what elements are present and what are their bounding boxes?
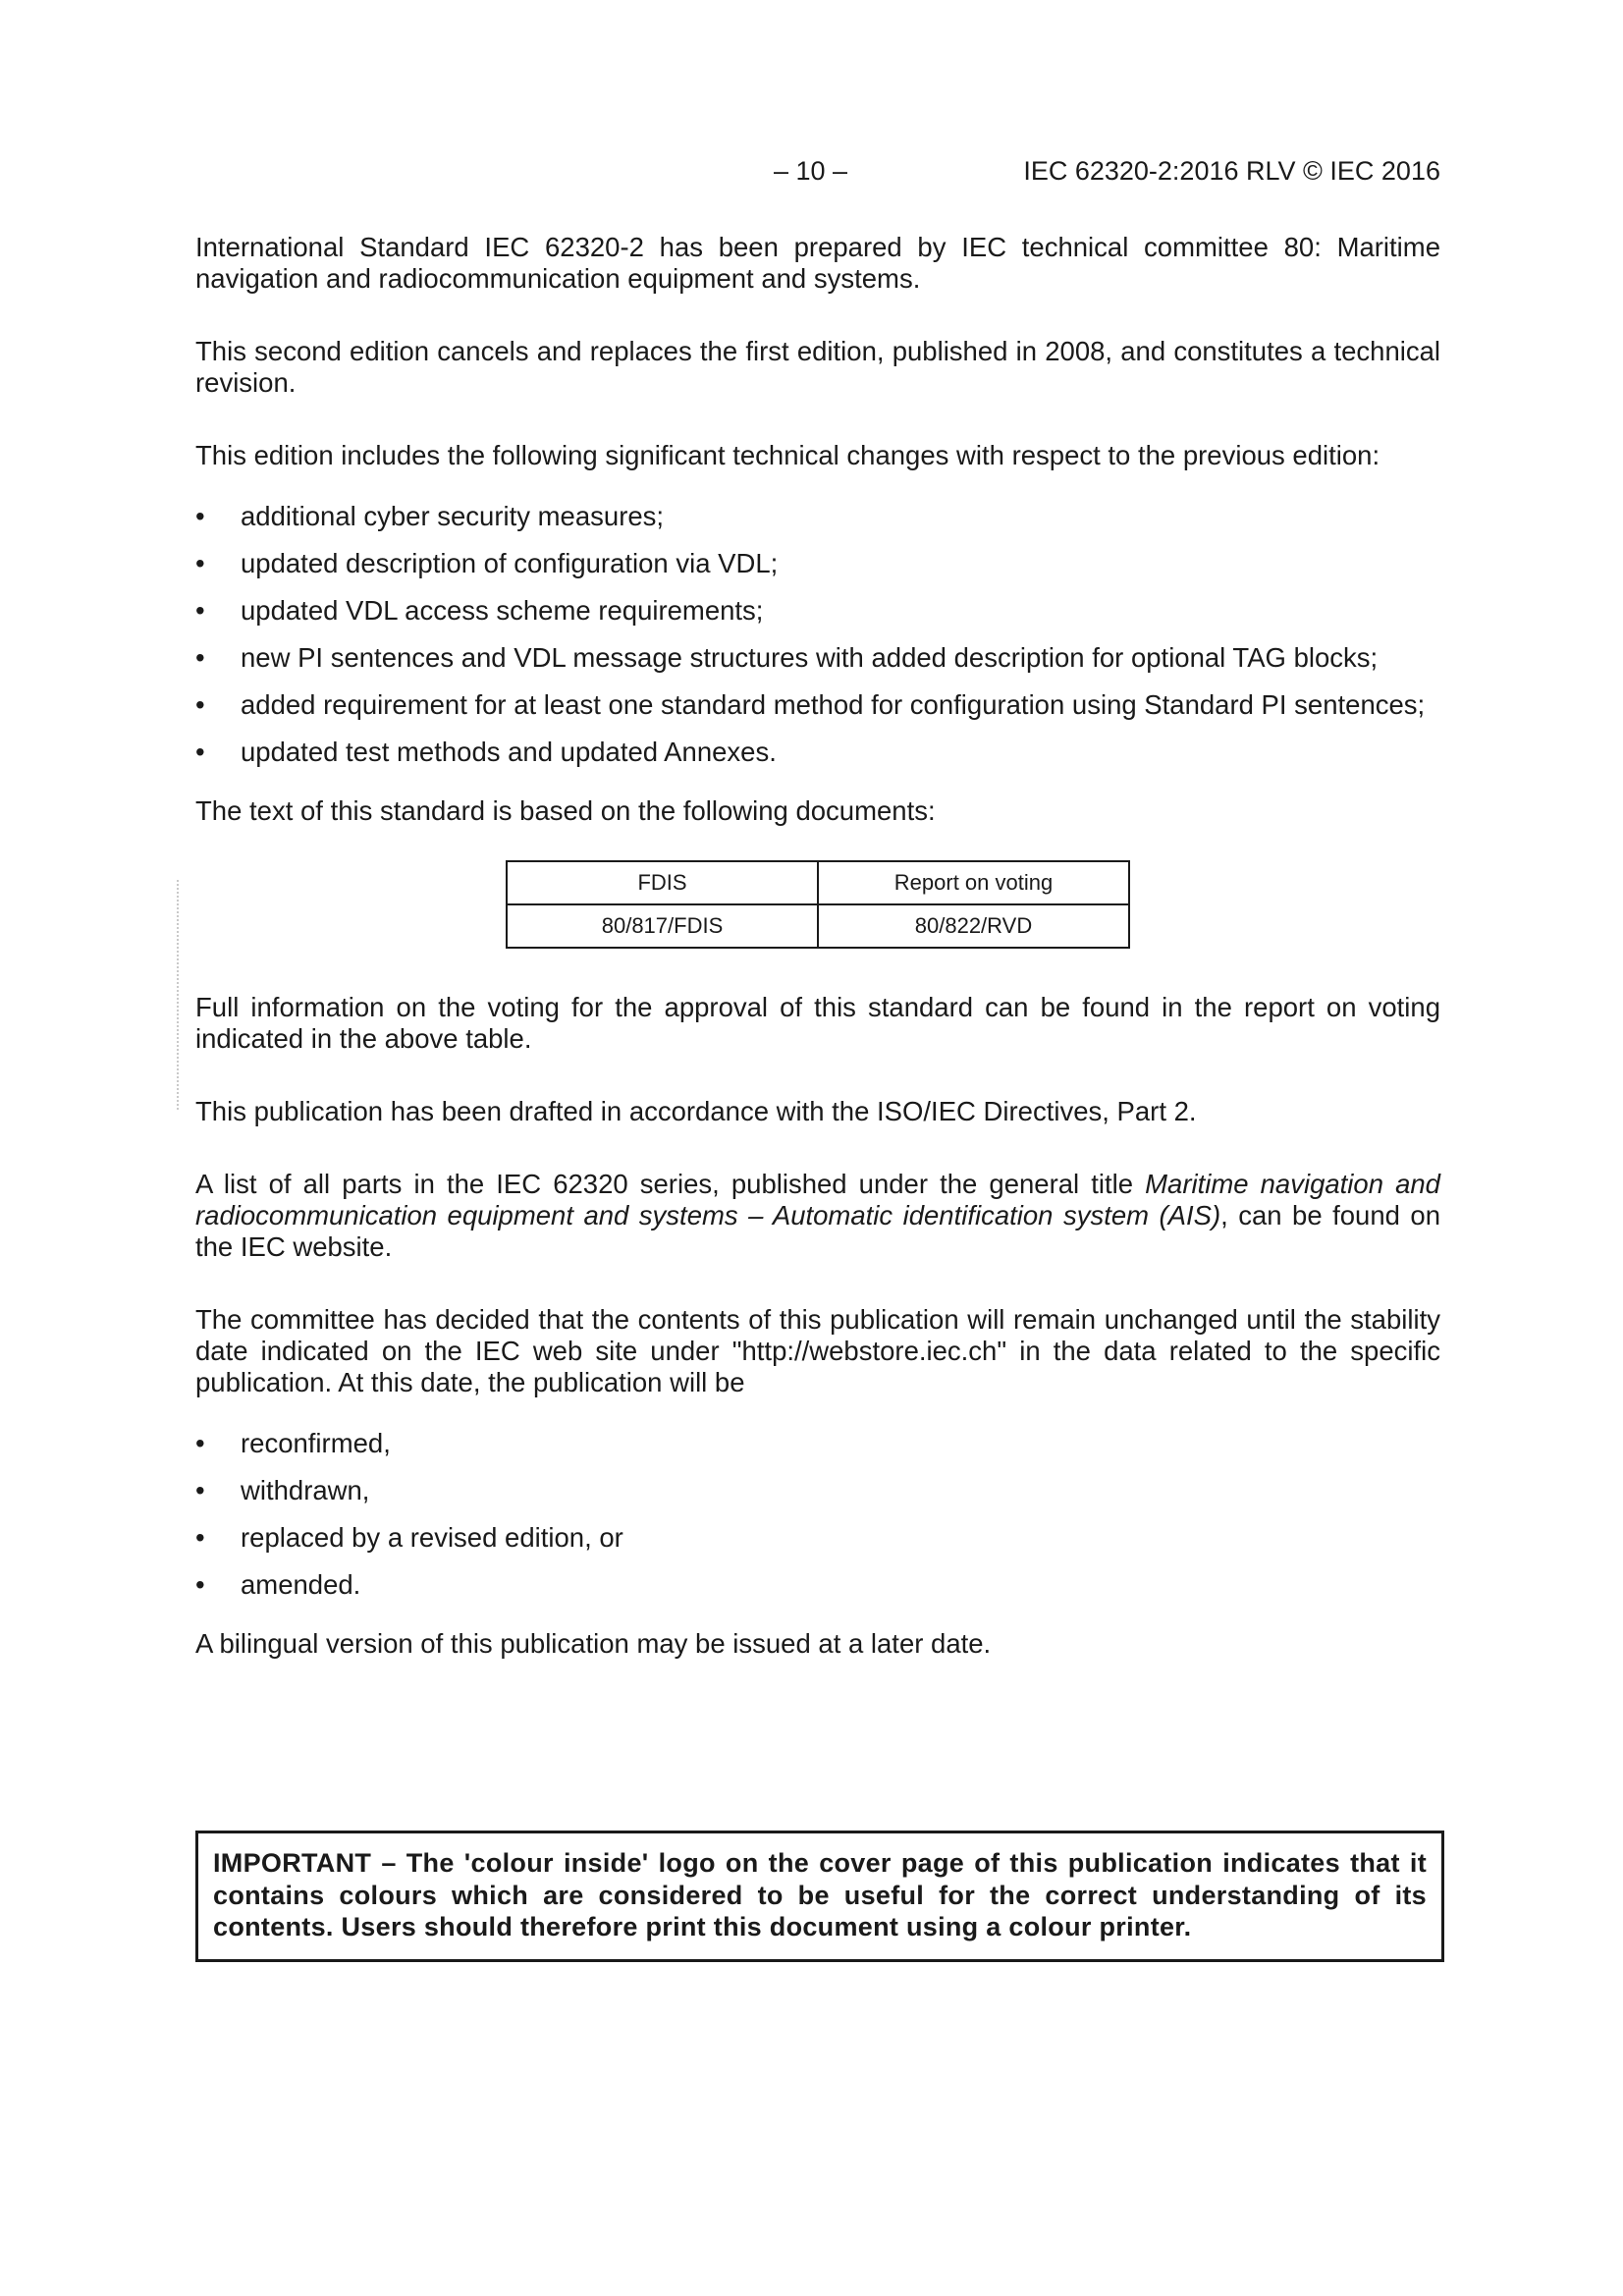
margin-change-marks bbox=[177, 880, 185, 1110]
series-text-before: A list of all parts in the IEC 62320 series, published under the general title bbox=[195, 1169, 1146, 1199]
paragraph-bilingual: A bilingual version of this publication may be issued at a later date. bbox=[195, 1628, 992, 1659]
outcomes-list bbox=[195, 1428, 1440, 1601]
page-number: – 10 – bbox=[774, 156, 848, 186]
table-header-row bbox=[507, 861, 1129, 904]
list-item: • updated description of configuration via VDL; bbox=[195, 548, 1440, 579]
documents-table-wrapper bbox=[506, 860, 1440, 949]
table-header-cell: Report on voting bbox=[818, 861, 1129, 904]
list-item: • amended. bbox=[195, 1569, 1440, 1601]
list-item: • updated VDL access scheme requirements; bbox=[195, 595, 1440, 627]
document-reference: IEC 62320-2:2016 RLV © IEC 2016 bbox=[1023, 156, 1440, 186]
list-item: • new PI sentences and VDL message structures with added description for optional TAG blocks; bbox=[195, 642, 1440, 674]
series-title: Maritime navigation and radiocommunication equipment and systems – Automatic identification system (AIS) bbox=[195, 1169, 1440, 1230]
list-item: • added requirement for at least one standard method for configuration using Standard PI sentences; bbox=[195, 689, 1440, 721]
paragraph-edition: This second edition cancels and replaces the first edition, published in 2008, and constitutes a technical revision. bbox=[195, 336, 1440, 398]
important-notice-text: IMPORTANT – The 'colour inside' logo on the cover page of this publication indicates that it contains colours which are considered to be useful for the correct understanding of its contents. Users should therefore print this document using a colour printer. bbox=[213, 1848, 1427, 1941]
list-item: • updated test methods and updated Annexes. bbox=[195, 737, 1440, 768]
paragraph-directives: This publication has been drafted in accordance with the ISO/IEC Directives, Part 2. bbox=[195, 1096, 1197, 1126]
paragraph-series bbox=[195, 1169, 1440, 1263]
list-item: • additional cyber security measures; bbox=[195, 501, 1440, 532]
table-row bbox=[507, 904, 1129, 948]
paragraph-documents-intro: The text of this standard is based on the following documents: bbox=[195, 795, 936, 826]
paragraph-committee: International Standard IEC 62320-2 has been prepared by IEC technical committee 80: Maritime navigation and radiocommunication equipment and systems. bbox=[195, 232, 1440, 294]
important-notice-box bbox=[195, 1831, 1444, 1962]
table-cell: 80/822/RVD bbox=[818, 904, 1129, 948]
paragraph-changes-intro: This edition includes the following significant technical changes with respect to the previous edition: bbox=[195, 440, 1380, 470]
paragraph-stability: The committee has decided that the contents of this publication will remain unchanged until the stability date indicated on the IEC web site under "http://webstore.iec.ch" in the data related to the specific publication. At this date, the publication will be bbox=[195, 1304, 1440, 1397]
list-item: • replaced by a revised edition, or bbox=[195, 1522, 1440, 1554]
list-item: • withdrawn, bbox=[195, 1475, 1440, 1506]
table-header-cell: FDIS bbox=[507, 861, 818, 904]
series-text-after: , can be found on the IEC website. bbox=[195, 1200, 1440, 1262]
list-item: • reconfirmed, bbox=[195, 1428, 1440, 1459]
changes-list bbox=[195, 501, 1440, 768]
paragraph-voting: Full information on the voting for the approval of this standard can be found in the report on voting indicated in the above table. bbox=[195, 992, 1440, 1054]
page-header bbox=[195, 153, 1440, 189]
documents-table bbox=[506, 860, 1130, 949]
table-cell: 80/817/FDIS bbox=[507, 904, 818, 948]
document-body bbox=[195, 232, 1440, 1660]
